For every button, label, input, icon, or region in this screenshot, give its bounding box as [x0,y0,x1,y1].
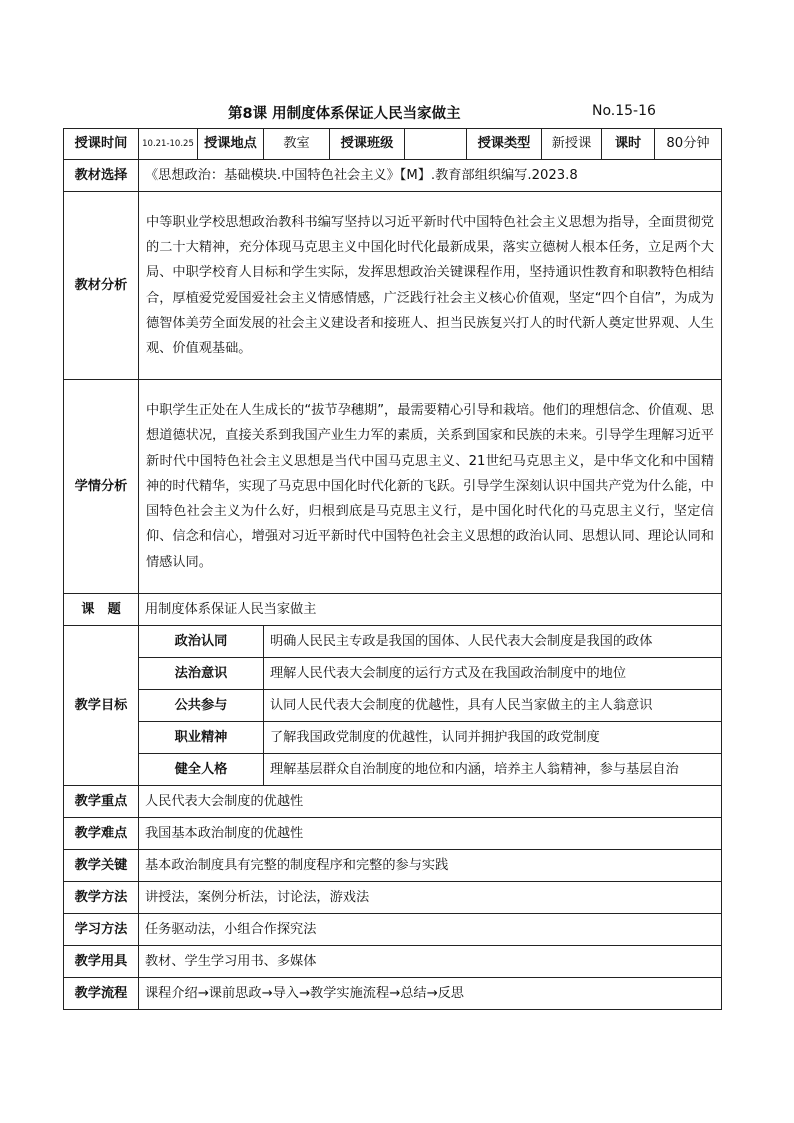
teaching-method-label: 教学方法 [64,882,139,914]
process-value: 课程介绍→课前思政→导入→教学实施流程→总结→反思 [139,978,722,1010]
analysis-label: 教材分析 [64,192,139,380]
time-label: 授课时间 [64,129,139,160]
type-label: 授课类型 [467,129,542,160]
analysis-value: 中等职业学校思想政治教科书编写坚持以习近平新时代中国特色社会主义思想为指导，全面贯彻党的二十大精神，充分体现马克思主义中国化时代化最新成果，落实立德树人根本任务，立足两个大局、中职学校育人目标和学生实际，发挥思想政治关键课程作用，坚持通识性教育和职教特色相结合，厚植爱党爱国爱社会主义情感情感，广泛践行社会主义核心价值观，坚定“四个自信”，为成为德智体美劳全面发展的社会主义建设者和接班人、担当民族复兴打人的时代新人奠定世界观、人生观、价值观基础。 [139,192,722,380]
lesson-plan-table [63,128,722,1010]
students-label: 学情分析 [64,380,139,594]
objective-text: 认同人民代表大会制度的优越性，具有人民当家做主的主人翁意识 [264,690,722,722]
difficulty-row [64,818,722,850]
key-factor-row [64,850,722,882]
tools-label: 教学用具 [64,946,139,978]
objective-name: 法治意识 [139,658,264,690]
hours-value: 80分钟 [655,129,722,160]
type-value: 新授课 [542,129,602,160]
objective-text: 理解基层群众自治制度的地位和内涵，培养主人翁精神，参与基层自治 [264,754,722,786]
objective-name: 公共参与 [139,690,264,722]
lesson-number: No.15-16 [592,103,656,119]
key-point-row [64,786,722,818]
textbook-label: 教材选择 [64,160,139,192]
objective-row [64,626,722,658]
objective-name: 政治认同 [139,626,264,658]
objective-row [64,754,722,786]
class-value [405,129,467,160]
process-label: 教学流程 [64,978,139,1010]
objective-row [64,690,722,722]
info-row [64,129,722,160]
teaching-method-value: 讲授法，案例分析法，讨论法，游戏法 [139,882,722,914]
key-point-label: 教学重点 [64,786,139,818]
place-value: 教室 [264,129,330,160]
process-row [64,978,722,1010]
difficulty-value: 我国基本政治制度的优越性 [139,818,722,850]
difficulty-label: 教学难点 [64,818,139,850]
key-factor-label: 教学关键 [64,850,139,882]
topic-value: 用制度体系保证人民当家做主 [139,594,722,626]
objective-row [64,658,722,690]
class-label: 授课班级 [330,129,405,160]
lesson-title: 第8课 用制度体系保证人民当家做主 [228,106,461,122]
document-header [0,100,794,124]
key-factor-value: 基本政治制度具有完整的制度程序和完整的参与实践 [139,850,722,882]
students-row [64,380,722,594]
objective-name: 健全人格 [139,754,264,786]
topic-label: 课 题 [64,594,139,626]
tools-value: 教材、学生学习用书、多媒体 [139,946,722,978]
key-point-value: 人民代表大会制度的优越性 [139,786,722,818]
hours-label: 课时 [602,129,655,160]
objective-row [64,722,722,754]
students-value: 中职学生正处在人生成长的“拔节孕穗期”，最需要精心引导和栽培。他们的理想信念、价值观、思想道德状况，直接关系到我国产业生力军的素质，关系到国家和民族的未来。引导学生理解习近平新时代中国特色社会主义思想是当代中国马克思主义、21世纪马克思主义，是中华文化和中国精神的时代精华，实现了马克思中国化时代化新的飞跃。引导学生深刻认识中国共产党为什么能，中国特色社会主义为什么好，归根到底是马克思主义行，是中国化时代化的马克思主义行，坚定信仰、信念和信心，增强对习近平新时代中国特色社会主义思想的政治认同、思想认同、理论认同和情感认同。 [139,380,722,594]
teaching-method-row [64,882,722,914]
objective-text: 明确人民民主专政是我国的国体、人民代表大会制度是我国的政体 [264,626,722,658]
analysis-row [64,192,722,380]
place-label: 授课地点 [198,129,264,160]
tools-row [64,946,722,978]
objectives-label: 教学目标 [64,626,139,786]
topic-row [64,594,722,626]
textbook-row [64,160,722,192]
learning-method-row [64,914,722,946]
objective-text: 理解人民代表大会制度的运行方式及在我国政治制度中的地位 [264,658,722,690]
learning-method-value: 任务驱动法，小组合作探究法 [139,914,722,946]
objective-text: 了解我国政党制度的优越性，认同并拥护我国的政党制度 [264,722,722,754]
time-value: 10.21-10.25 [139,129,198,160]
objective-name: 职业精神 [139,722,264,754]
learning-method-label: 学习方法 [64,914,139,946]
textbook-value: 《思想政治：基础模块.中国特色社会主义》【M】.教育部组织编写.2023.8 [139,160,722,192]
